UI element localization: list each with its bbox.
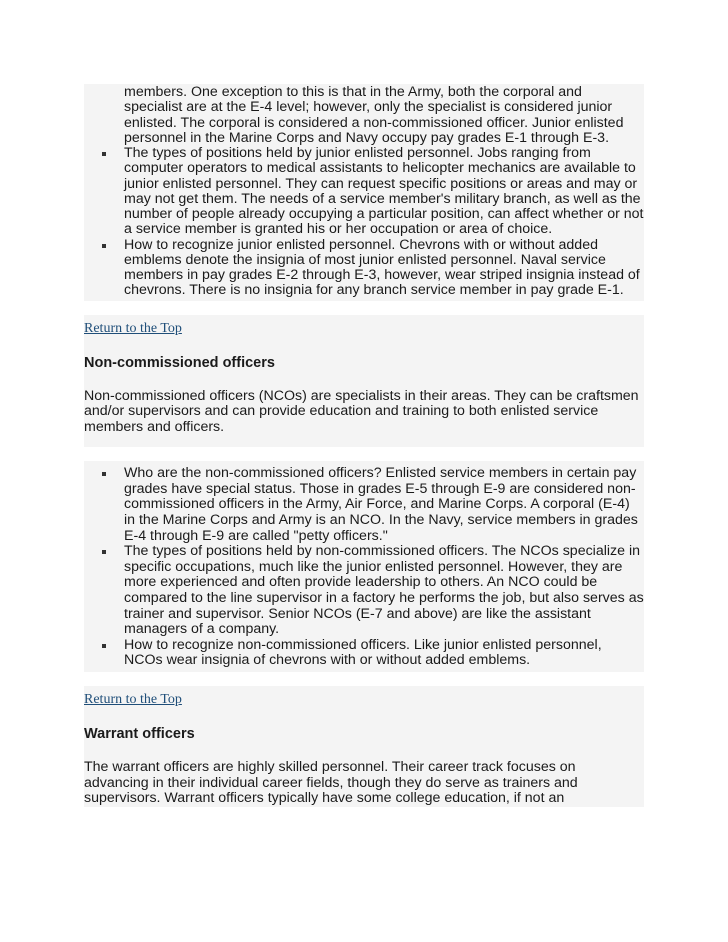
return-to-top-link[interactable]: Return to the Top (84, 320, 182, 336)
nco-list (84, 466, 644, 669)
list-item: How to recognize non-commissioned officers. Like junior enlisted personnel, NCOs wear insignia of chevrons with or without added emblems. (124, 638, 644, 669)
list-item: How to recognize junior enlisted personnel. Chevrons with or without added emblems denote the insignia of most junior enlisted personnel. Naval service members in pay grades E-2 through E-3, however, wear striped insignia instead of chevrons. There is no insignia for any branch service member in pay grade E-1. (124, 238, 644, 299)
document-page (84, 84, 644, 807)
junior-enlisted-list (84, 85, 644, 299)
return-to-top-row (84, 315, 644, 343)
section-heading: Warrant officers (84, 726, 195, 742)
return-to-top-link[interactable]: Return to the Top (84, 692, 182, 707)
spacer (84, 447, 644, 461)
nco-list-block (84, 461, 644, 672)
section-paragraph: Non-commissioned officers (NCOs) are specialists in their areas. They can be craftsmen and/or supervisors and can provide education and training to both enlisted service members and officers. (84, 387, 639, 435)
return-to-top-row (84, 686, 644, 714)
section-heading: Non-commissioned officers (84, 354, 275, 371)
section-paragraph: The warrant officers are highly skilled personnel. Their career track focuses on advancing in their individual career fields, though they do serve as trainers and supervisors. Warrant officers typically have some college education, if not an (84, 759, 578, 807)
list-item: Who are the non-commissioned officers? Enlisted service members in certain pay grades have special status. Those in grades E-5 through E-9 are considered non-commissioned officers in the Army, Air Force, and Marine Corps. A corporal (E-4) in the Marine Corps and Army is an NCO. In the Navy, service members in grades E-4 through E-9 are called "petty officers." (124, 466, 644, 544)
nco-section (84, 343, 644, 448)
junior-enlisted-list-block (84, 84, 644, 301)
list-item: The types of positions held by non-commissioned officers. The NCOs specialize in specific occupations, much like the junior enlisted personnel. However, they are more experienced and often provide leadership to others. An NCO could be compared to the line supervisor in a factory he performs the job, but also serves as trainer and supervisor. Senior NCOs (E-7 and above) are like the assistant managers of a company. (124, 543, 644, 638)
list-item: members. One exception to this is that in the Army, both the corporal and specialist are at the E-4 level; however, only the specialist is considered junior enlisted. The corporal is considered a non-commissioned officer. Junior enlisted personnel in the Marine Corps and Navy occupy pay grades E-1 through E-3. (124, 84, 624, 146)
list-item: The types of positions held by junior enlisted personnel. Jobs ranging from computer operators to medical assistants to helicopter mechanics are available to junior enlisted personnel. They can request specific positions or areas and may or may not get them. The needs of a service member's military branch, as well as the number of people already occupying a particular position, can affect whether or not a service member is granted his or her occupation or area of choice. (124, 145, 644, 238)
warrant-section (84, 714, 644, 807)
